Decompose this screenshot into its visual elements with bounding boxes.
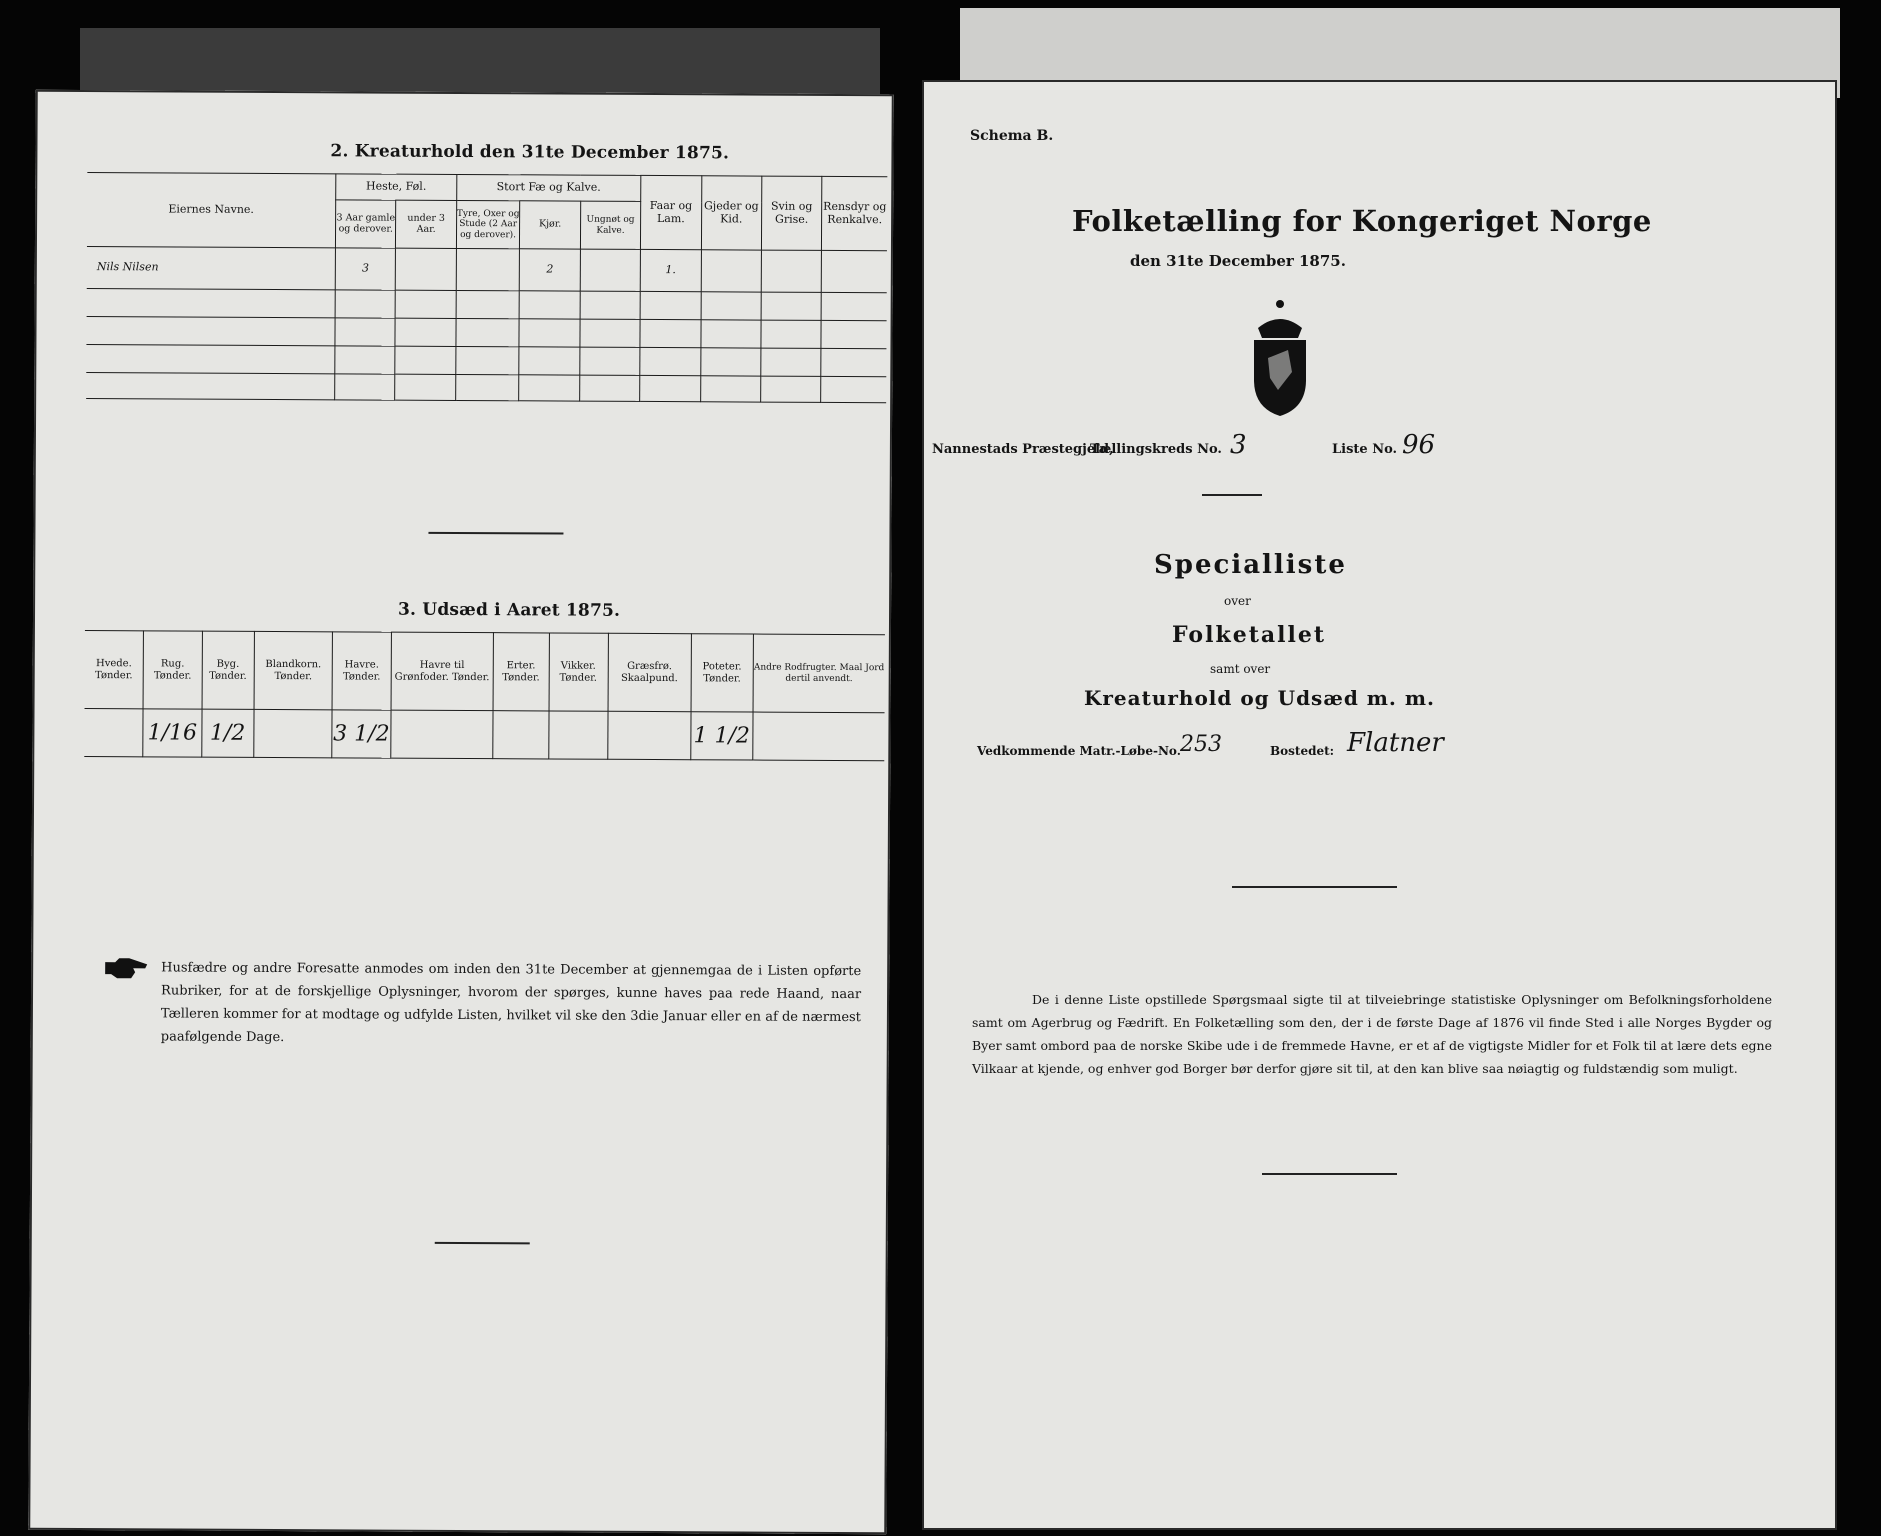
schema-label: Schema B.: [970, 128, 1054, 144]
sowing-value-3: [254, 709, 333, 757]
list-label: Liste No.: [1332, 442, 1398, 457]
document-title: Folketælling for Kongeriget Norge: [1072, 204, 1652, 238]
divider-rule: [428, 532, 563, 535]
left-page: [28, 90, 894, 1534]
sub-tyre: Tyre, Oxer og Stude (2 Aar og derover).: [456, 200, 520, 248]
sowing-value-10: [752, 712, 884, 761]
pointing-hand-icon: [103, 956, 151, 980]
col-rensdyr: Rensdyr og Renkalve.: [822, 176, 888, 250]
matr-number: 253: [1180, 732, 1222, 757]
sub-kjor: Kjør.: [520, 201, 581, 249]
sowing-value-0: [84, 709, 143, 757]
col-owner-header: Eiernes Navne.: [87, 173, 336, 248]
district-number: 3: [1230, 430, 1247, 460]
bosted-value: Flatner: [1347, 728, 1444, 758]
sowing-header-5: Havre til Grønfoder. Tønder.: [391, 632, 494, 711]
sub-ungnot: Ungnøt og Kalve.: [580, 201, 641, 249]
group-heste: Heste, Føl.: [336, 174, 457, 201]
footer-rule: [1262, 1173, 1397, 1175]
sowing-value-9: 1 1/2: [691, 712, 753, 760]
sowing-header-9: Poteter. Tønder.: [691, 634, 753, 712]
col-svin: Svin og Grise.: [761, 176, 822, 250]
sowing-header-1: Rug. Tønder.: [143, 631, 202, 709]
matr-label: Vedkommende Matr.-Løbe-No.: [977, 744, 1181, 758]
col-faar: Faar og Lam.: [641, 175, 702, 249]
info-paragraph: De i denne Liste opstillede Spørgsmaal sigte til at tilveiebringe statistiske Oplysninger om Befolkningsforholdene samt om Agerbrug og Fædrift. En Folketælling som den, der i de første Dage af 1876 vil finde Sted i alle Norges Bygder og Byer samt ombord paa de norske Skibe ude i de fremmede Havne, er et af de vigtigste Midler for et Folk til at lære dets egne Vilkaar at kjende, og enhver god Borger bør derfor gjøre sit til, at den kan blive saa nøiagtig og fuldstændig som muligt.: [972, 992, 1772, 1076]
document-date: den 31te December 1875.: [1130, 252, 1346, 270]
faar-value: 1.: [640, 249, 701, 291]
sowing-value-6: [493, 711, 549, 759]
coat-of-arms-icon: [1240, 298, 1320, 418]
sowing-header-4: Havre. Tønder.: [332, 632, 391, 710]
back-page-edge: [80, 28, 880, 98]
specialliste-heading: Specialliste: [1154, 550, 1347, 580]
parish-label: Nannestads Præstegjeld,: [932, 442, 1114, 457]
sowing-header-0: Hvede. Tønder.: [85, 631, 144, 709]
bosted-label: Bostedet:: [1270, 744, 1335, 758]
sowing-value-2: 1/2: [201, 709, 253, 757]
livestock-table: [86, 172, 887, 403]
sowing-header-2: Byg. Tønder.: [202, 631, 255, 709]
sowing-header-6: Erter. Tønder.: [493, 633, 549, 711]
instruction-note: Husfædre og andre Foresatte anmodes om inden den 31te December at gjennemgaa de i Listen opførte Rubriker, for at de forskjellige Oplysninger, hvorom der spørges, kunne haves paa rede Haand, naar Tælleren kommer for at modtage og udfylde Listen, hvilket vil ske den 3die Januar eller en af de nærmest paafølgende Dage.: [160, 960, 862, 1046]
middle-rule: [1232, 886, 1397, 888]
sowing-value-7: [548, 711, 607, 759]
right-page: [922, 80, 1837, 1530]
samt-over-text: samt over: [1210, 662, 1271, 676]
sowing-table: [84, 630, 885, 761]
list-number: 96: [1402, 430, 1436, 460]
kjor-value: 2: [520, 249, 581, 291]
sowing-header-7: Vikker. Tønder.: [549, 633, 608, 711]
sowing-header-10: Andre Rodfrugter. Maal Jord dertil anvendt.: [753, 634, 885, 713]
sowing-value-4: 3 1/2: [332, 710, 391, 758]
sub-3aar: 3 Aar gamle og derover.: [335, 200, 396, 248]
heste-value: 3: [335, 248, 396, 290]
kreaturhold-heading: Kreaturhold og Udsæd m. m.: [1084, 686, 1435, 710]
folketallet-heading: Folketallet: [1172, 622, 1326, 648]
bottom-rule: [435, 1242, 530, 1244]
group-stort-fae: Stort Fæ og Kalve.: [456, 174, 640, 201]
section2-title: 2. Kreaturhold den 31te December 1875.: [330, 141, 730, 164]
sub-under3: under 3 Aar.: [396, 200, 457, 248]
sowing-header-3: Blandkorn. Tønder.: [254, 631, 333, 709]
title-rule: [1202, 494, 1262, 496]
district-label: Tællingskreds No.: [1090, 442, 1222, 457]
section3-title: 3. Udsæd i Aaret 1875.: [398, 599, 621, 621]
owner-name: Nils Nilsen: [87, 247, 336, 290]
sowing-value-8: [607, 711, 691, 759]
over-text: over: [1224, 594, 1251, 608]
sowing-header-8: Græsfrø. Skaalpund.: [608, 633, 692, 711]
col-gjeder: Gjeder og Kid.: [701, 176, 762, 250]
sowing-value-5: [391, 710, 493, 759]
sowing-value-1: 1/16: [143, 709, 202, 757]
